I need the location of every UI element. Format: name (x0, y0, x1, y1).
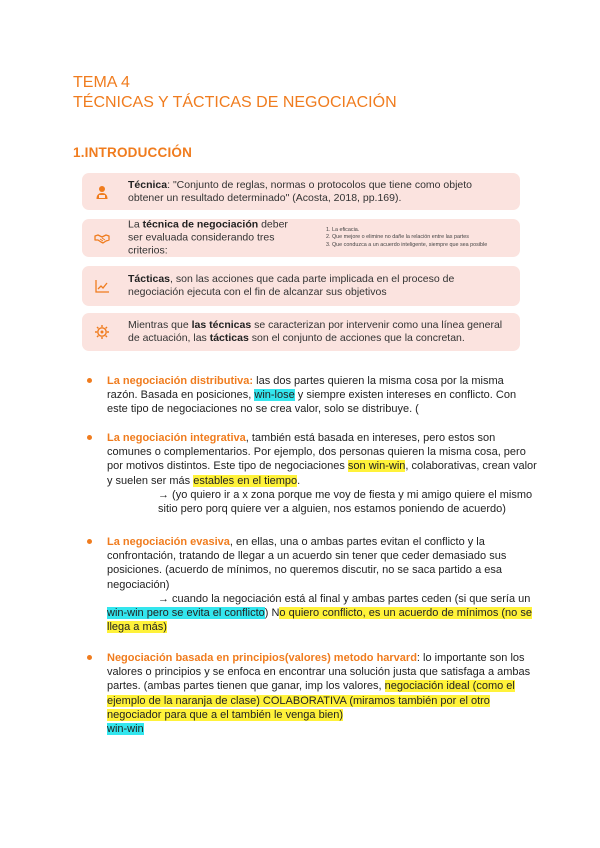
list-item-integrativa: La negociación integrativa, también está basada en intereses, pero estos son comunes o complementarios. Por ejemplo, dos personas quieren la misma cosa, pero por motivos distintos. Este tipo de negociaciones son win-win, colaborativas, crean valor y suelen ser más estables en el tiempo. → (yo quiero ir a x zona porque me voy de fiesta y mi amigo quiere el mismo sitio pero porq quiere ver a alguien, nos estamos poniendo de acuerdo) (87, 431, 537, 516)
card-definition: deber ser evaluada considerando tres criterios: (128, 218, 288, 257)
bullet-dot (87, 655, 92, 660)
highlight: negociación ideal (como el ejemplo de la naranja de clase) COLABORATIVA (miramos también por el otro negociador para que a el también le venga bien) (107, 680, 515, 721)
keyword: La negociación evasiva (107, 536, 230, 548)
criteria-item: 1. La eficacia. (326, 226, 360, 233)
card-pre: La (128, 218, 143, 231)
card-pre: Mientras que (128, 319, 192, 331)
card-post: son el conjunto de acciones que la concretan. (248, 332, 465, 344)
section-heading: 1.INTRODUCCIÓN (73, 145, 193, 160)
highlight: win-lose (254, 389, 295, 402)
keyword: La negociación distributiva: (107, 375, 254, 387)
title-line-2: TÉCNICAS Y TÁCTICAS DE NEGOCIACIÓN (73, 94, 397, 111)
title-line-1: TEMA 4 (73, 74, 130, 91)
bullet-dot (87, 435, 92, 440)
card-mid: se caracterizan por intervenir como una línea general de actuación, las (128, 319, 503, 344)
highlight: o quiero conflicto, es un acuerdo de mínimos (no se llega a más) (107, 607, 532, 634)
keyword: La negociación integrativa (107, 432, 246, 444)
card-term-tecnicas: las técnicas (191, 319, 252, 331)
list-item-distributiva: La negociación distributiva: las dos partes quieren la misma cosa por la misma razón. Basada en posiciones, win-lose y siempre existen intereses en conflicto. Con este tipo de negociaciones no se crea valor, solo se distribuye. ( (87, 374, 537, 417)
list-item-evasiva: La negociación evasiva, en ellas, una o ambas partes evitan el conflicto y la confrontación, tratando de llegar a un acuerdo sin tener que ceder demasiado sus posiciones. (acuerdo de mínimos, no queremos discutir, no se saca partido a esa negociación) → cuando la negociación está al final y ambas partes ceden (si que sería un win-win pero se evita el conflicto) No quiero conflicto, es un acuerdo de mínimos (no se llega a más) (87, 535, 537, 634)
card-term: Tácticas (128, 273, 171, 285)
highlight: win-win pero se evita el conflicto (107, 607, 265, 620)
definition-card-tecnica (82, 173, 520, 210)
card-definition: , son las acciones que cada parte implicada en el proceso de negociación ejecuta con el fin de alcanzar sus objetivos (128, 273, 455, 298)
gear-icon (94, 324, 110, 340)
definition-card-tacticas (82, 266, 520, 306)
highlight: estables en el tiempo (193, 474, 298, 487)
criteria-list (326, 227, 512, 249)
comparison-card (82, 313, 520, 351)
chart-line-icon (94, 278, 110, 294)
card-term-tacticas: tácticas (209, 332, 249, 344)
card-definition: : "Conjunto de reglas, normas o protocolos que tiene como objeto obtener un resultado determinado" (Acosta, 2018, pp.169). (128, 178, 473, 204)
definition-card-tecnica-negociacion (82, 219, 520, 257)
card-text (128, 219, 300, 258)
card-text (128, 319, 510, 345)
highlight: win-win (107, 723, 144, 736)
list-item-harvard: Negociación basada en principios(valores) metodo harvard: lo importante son los valores o principios y se enfoca en encontrar una solución justa que satisfaga a ambas partes. (ambas partes tienen que ganar, imp los valores, negociación ideal (como el ejemplo de la naranja de clase) COLABORATIVA (miramos también por el otro negociador para que a el también le venga bien) win-win (87, 651, 537, 736)
card-text (128, 273, 510, 299)
person-icon (94, 184, 110, 200)
note-line: → (yo quiero ir a x zona porque me voy de fiesta y mi amigo quiere el mismo sitio pero porq quiere ver a alguien, nos estamos poniendo de acuerdo) (158, 488, 533, 516)
bullet-dot (87, 378, 92, 383)
bullet-dot (87, 539, 92, 544)
handshake-icon (94, 230, 110, 246)
keyword: Negociación basada en principios(valores) metodo harvard (107, 652, 417, 664)
card-text (128, 179, 510, 205)
note-line: → cuando la negociación está al final y ambas partes ceden (si que sería un (158, 592, 531, 605)
highlight: son win-win (347, 460, 406, 473)
page-title (73, 73, 397, 113)
card-term: Técnica (128, 178, 168, 191)
criteria-item: 3. Que conduzca a un acuerdo inteligente, siempre que sea posible (326, 241, 488, 248)
criteria-item: 2. Que mejore o elimine no dañe la relación entre las partes (326, 234, 469, 241)
card-term: técnica de negociación (142, 218, 259, 231)
